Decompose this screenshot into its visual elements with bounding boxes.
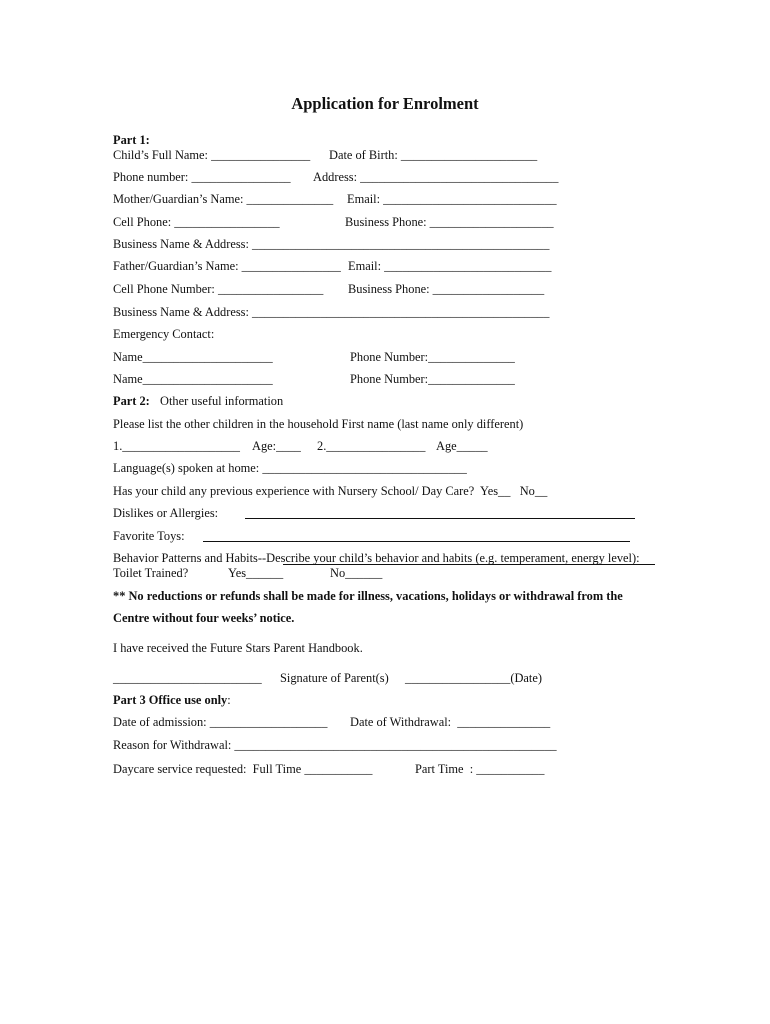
- signature-date-field[interactable]: _________________(Date): [405, 671, 542, 685]
- reason-for-withdrawal-field[interactable]: Reason for Withdrawal: ____________________________________________________: [113, 738, 557, 752]
- mother-business-name-address-field[interactable]: Business Name & Address: ________________________________________________: [113, 237, 550, 251]
- mother-guardian-name-field[interactable]: Mother/Guardian’s Name: ______________: [113, 192, 334, 206]
- mother-email-field[interactable]: Email: ____________________________: [347, 192, 557, 206]
- child-full-name-field[interactable]: Child’s Full Name: ________________: [113, 148, 311, 162]
- part1-heading: Part 1:: [113, 133, 150, 147]
- date-of-withdrawal-field[interactable]: Date of Withdrawal: _______________: [350, 715, 551, 729]
- signature-label: Signature of Parent(s): [280, 671, 389, 685]
- mother-business-phone-field[interactable]: Business Phone: ____________________: [345, 215, 554, 229]
- emergency-phone-2-field[interactable]: Phone Number:______________: [350, 372, 515, 386]
- form-title: Application for Enrolment: [291, 94, 479, 113]
- refund-notice-line-2: Centre without four weeks’ notice.: [113, 611, 295, 625]
- part3-heading-row: [113, 692, 231, 708]
- behavior-patterns-label: Behavior Patterns and Habits--Describe your child’s behavior and habits (e.g. temperament, energy level):: [113, 551, 640, 565]
- mother-cell-phone-field[interactable]: Cell Phone: _________________: [113, 215, 280, 229]
- part2-subheading: Other useful information: [160, 394, 284, 408]
- emergency-phone-1-field[interactable]: Phone Number:______________: [350, 350, 515, 364]
- handbook-statement: I have received the Future Stars Parent Handbook.: [113, 641, 363, 655]
- signature-field[interactable]: ________________________: [113, 671, 262, 685]
- refund-notice-line-1: ** No reductions or refunds shall be made for illness, vacations, holidays or withdrawal from the: [113, 589, 623, 603]
- favorite-toys-line[interactable]: [203, 541, 630, 542]
- date-of-admission-field[interactable]: Date of admission: ___________________: [113, 715, 328, 729]
- part-time-service-field[interactable]: Part Time : ___________: [415, 762, 545, 776]
- father-business-phone-field[interactable]: Business Phone: __________________: [348, 282, 545, 296]
- emergency-contact-heading: Emergency Contact:: [113, 327, 215, 341]
- full-time-service-field[interactable]: Daycare service requested: Full Time ___________: [113, 762, 373, 776]
- father-guardian-name-field[interactable]: Father/Guardian’s Name: ________________: [113, 259, 341, 273]
- other-child-1-age-field[interactable]: Age:____: [252, 439, 301, 453]
- address-field[interactable]: Address: ________________________________: [313, 170, 559, 184]
- other-child-2-age-field[interactable]: Age_____: [436, 439, 488, 453]
- part3-heading: Part 3 Office use only: [113, 693, 228, 707]
- dislikes-allergies-label: Dislikes or Allergies:: [113, 506, 219, 520]
- toilet-trained-yes-field[interactable]: Yes______: [228, 566, 284, 580]
- other-children-prompt: Please list the other children in the household First name (last name only different): [113, 417, 524, 431]
- father-business-name-address-field[interactable]: Business Name & Address: ________________________________________________: [113, 305, 550, 319]
- father-cell-phone-field[interactable]: Cell Phone Number: _________________: [113, 282, 324, 296]
- date-of-birth-field[interactable]: Date of Birth: ______________________: [329, 148, 538, 162]
- dislikes-allergies-line[interactable]: [245, 518, 635, 519]
- father-email-field[interactable]: Email: ___________________________: [348, 259, 552, 273]
- other-child-1-field[interactable]: 1.___________________: [113, 439, 241, 453]
- other-child-2-field[interactable]: 2.________________: [317, 439, 426, 453]
- emergency-name-2-field[interactable]: Name_____________________: [113, 372, 273, 386]
- part3-heading-colon: :: [227, 693, 231, 707]
- favorite-toys-label: Favorite Toys:: [113, 529, 185, 543]
- part2-heading: Part 2:: [113, 394, 150, 408]
- toilet-trained-label: Toilet Trained?: [113, 566, 189, 580]
- emergency-name-1-field[interactable]: Name_____________________: [113, 350, 273, 364]
- phone-number-field[interactable]: Phone number: ________________: [113, 170, 291, 184]
- toilet-trained-no-field[interactable]: No______: [330, 566, 383, 580]
- languages-field[interactable]: Language(s) spoken at home: _________________________________: [113, 461, 467, 475]
- previous-experience-field[interactable]: Has your child any previous experience with Nursery School/ Day Care? Yes__ No__: [113, 484, 548, 498]
